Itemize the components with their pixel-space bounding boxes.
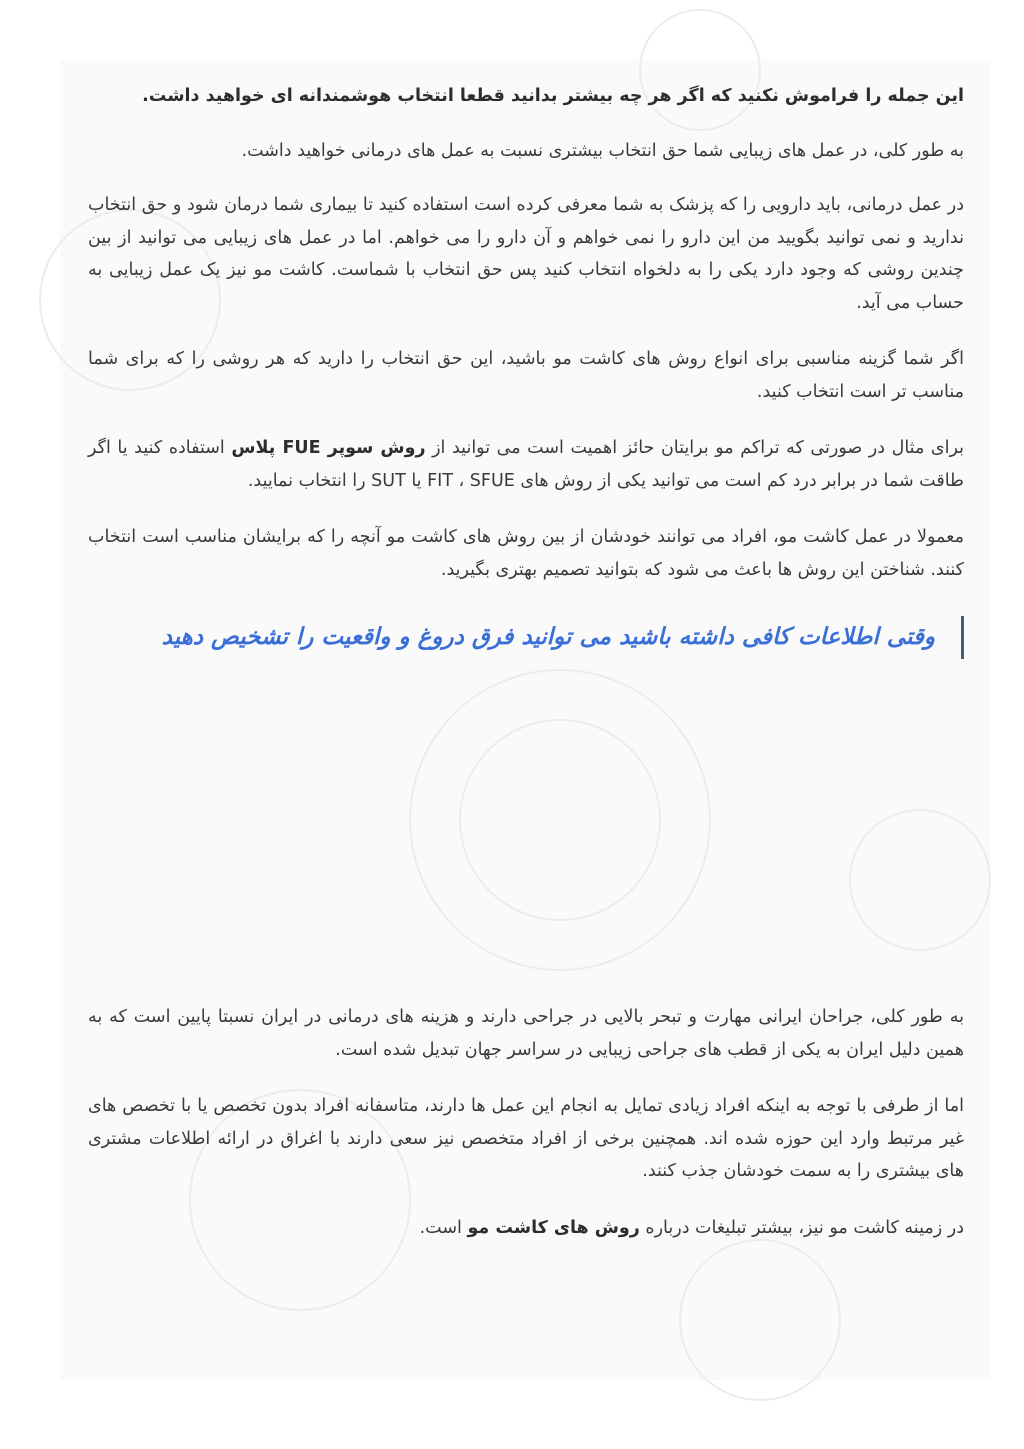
paragraph-text: برای مثال در صورتی که تراکم مو برایتان حائز اهمیت است می توانید از [425, 438, 964, 458]
paragraph: اما از طرفی با توجه به اینکه افراد زیادی تمایل به انجام این عمل ها دارند، متاسفانه افراد بدون تخصص یا با تخصص های غیر مرتبط وارد این حوزه شده اند. همچنین برخی از افراد متخصص نیز سعی دارند با اغراق در ارائه اطلاعات مشتری های بیشتری را به سمت خودشان جذب کنند. [88, 1096, 964, 1181]
paragraph: اگر شما گزینه مناسبی برای انواع روش های کاشت مو باشید، این حق انتخاب را دارید که هر روشی را که برای شما مناسب تر است انتخاب کنید. [88, 349, 964, 402]
paragraph: معمولا در عمل کاشت مو، افراد می توانند خودشان از بین روش های کاشت مو آنچه را که برایشان مناسب است انتخاب کنند. شناختن این روش ها باعث می شود که بتوانید تصمیم بهتری بگیرید. [88, 527, 964, 580]
hair-transplant-methods-link: روش های کاشت مو [467, 1217, 640, 1238]
paragraph: در عمل درمانی، باید دارویی را که پزشک به شما معرفی کرده است استفاده کنید تا بیماری شما درمان شود و حق انتخاب ندارید و نمی توانید بگویید من این دارو را نمی خواهم و آن دارو را می خواهم. اما در عمل های زیبایی می توانید از بین چندین روشی که وجود دارد یکی را به دلخواه انتخاب کنید پس حق انتخاب با شماست. کاشت مو نیز یک عمل زیبایی به حساب می آید. [88, 195, 964, 313]
article-body [88, 80, 964, 1244]
paragraph: به طور کلی، در عمل های زیبایی شما حق انتخاب بیشتری نسبت به عمل های درمانی خواهید داشت. [241, 140, 964, 161]
blockquote [113, 616, 964, 659]
paragraph [88, 1212, 964, 1245]
blockquote-text: وقتی اطلاعات کافی داشته باشید می توانید فرق دروغ و واقعیت را تشخیص دهید [161, 624, 935, 650]
paragraph: به طور کلی، جراحان ایرانی مهارت و تبحر بالایی در جراحی دارند و هزینه های درمانی در ایران نسبتا پایین است که به همین دلیل ایران به یکی از قطب های جراحی زیبایی در سراسر جهان تبدیل شده است. [88, 1007, 964, 1060]
paragraph-text: استفاده کنید یا اگر طاقت شما در برابر درد کم است می توانید یکی از روش های FIT ، SFUE یا SUT را انتخاب نمایید. [88, 438, 964, 491]
super-fue-plus-link: روش سوپر FUE پلاس [231, 438, 426, 458]
paragraph-text: است. [419, 1217, 468, 1238]
paragraph-text: در زمینه کاشت مو نیز، بیشتر تبلیغات درباره [639, 1217, 964, 1238]
paragraph [88, 432, 964, 497]
paragraph-intro: این جمله را فراموش نکنید که اگر هر چه بیشتر بدانید قطعا انتخاب هوشمندانه ای خواهید داشت. [142, 86, 964, 106]
empty-space [88, 659, 964, 1001]
